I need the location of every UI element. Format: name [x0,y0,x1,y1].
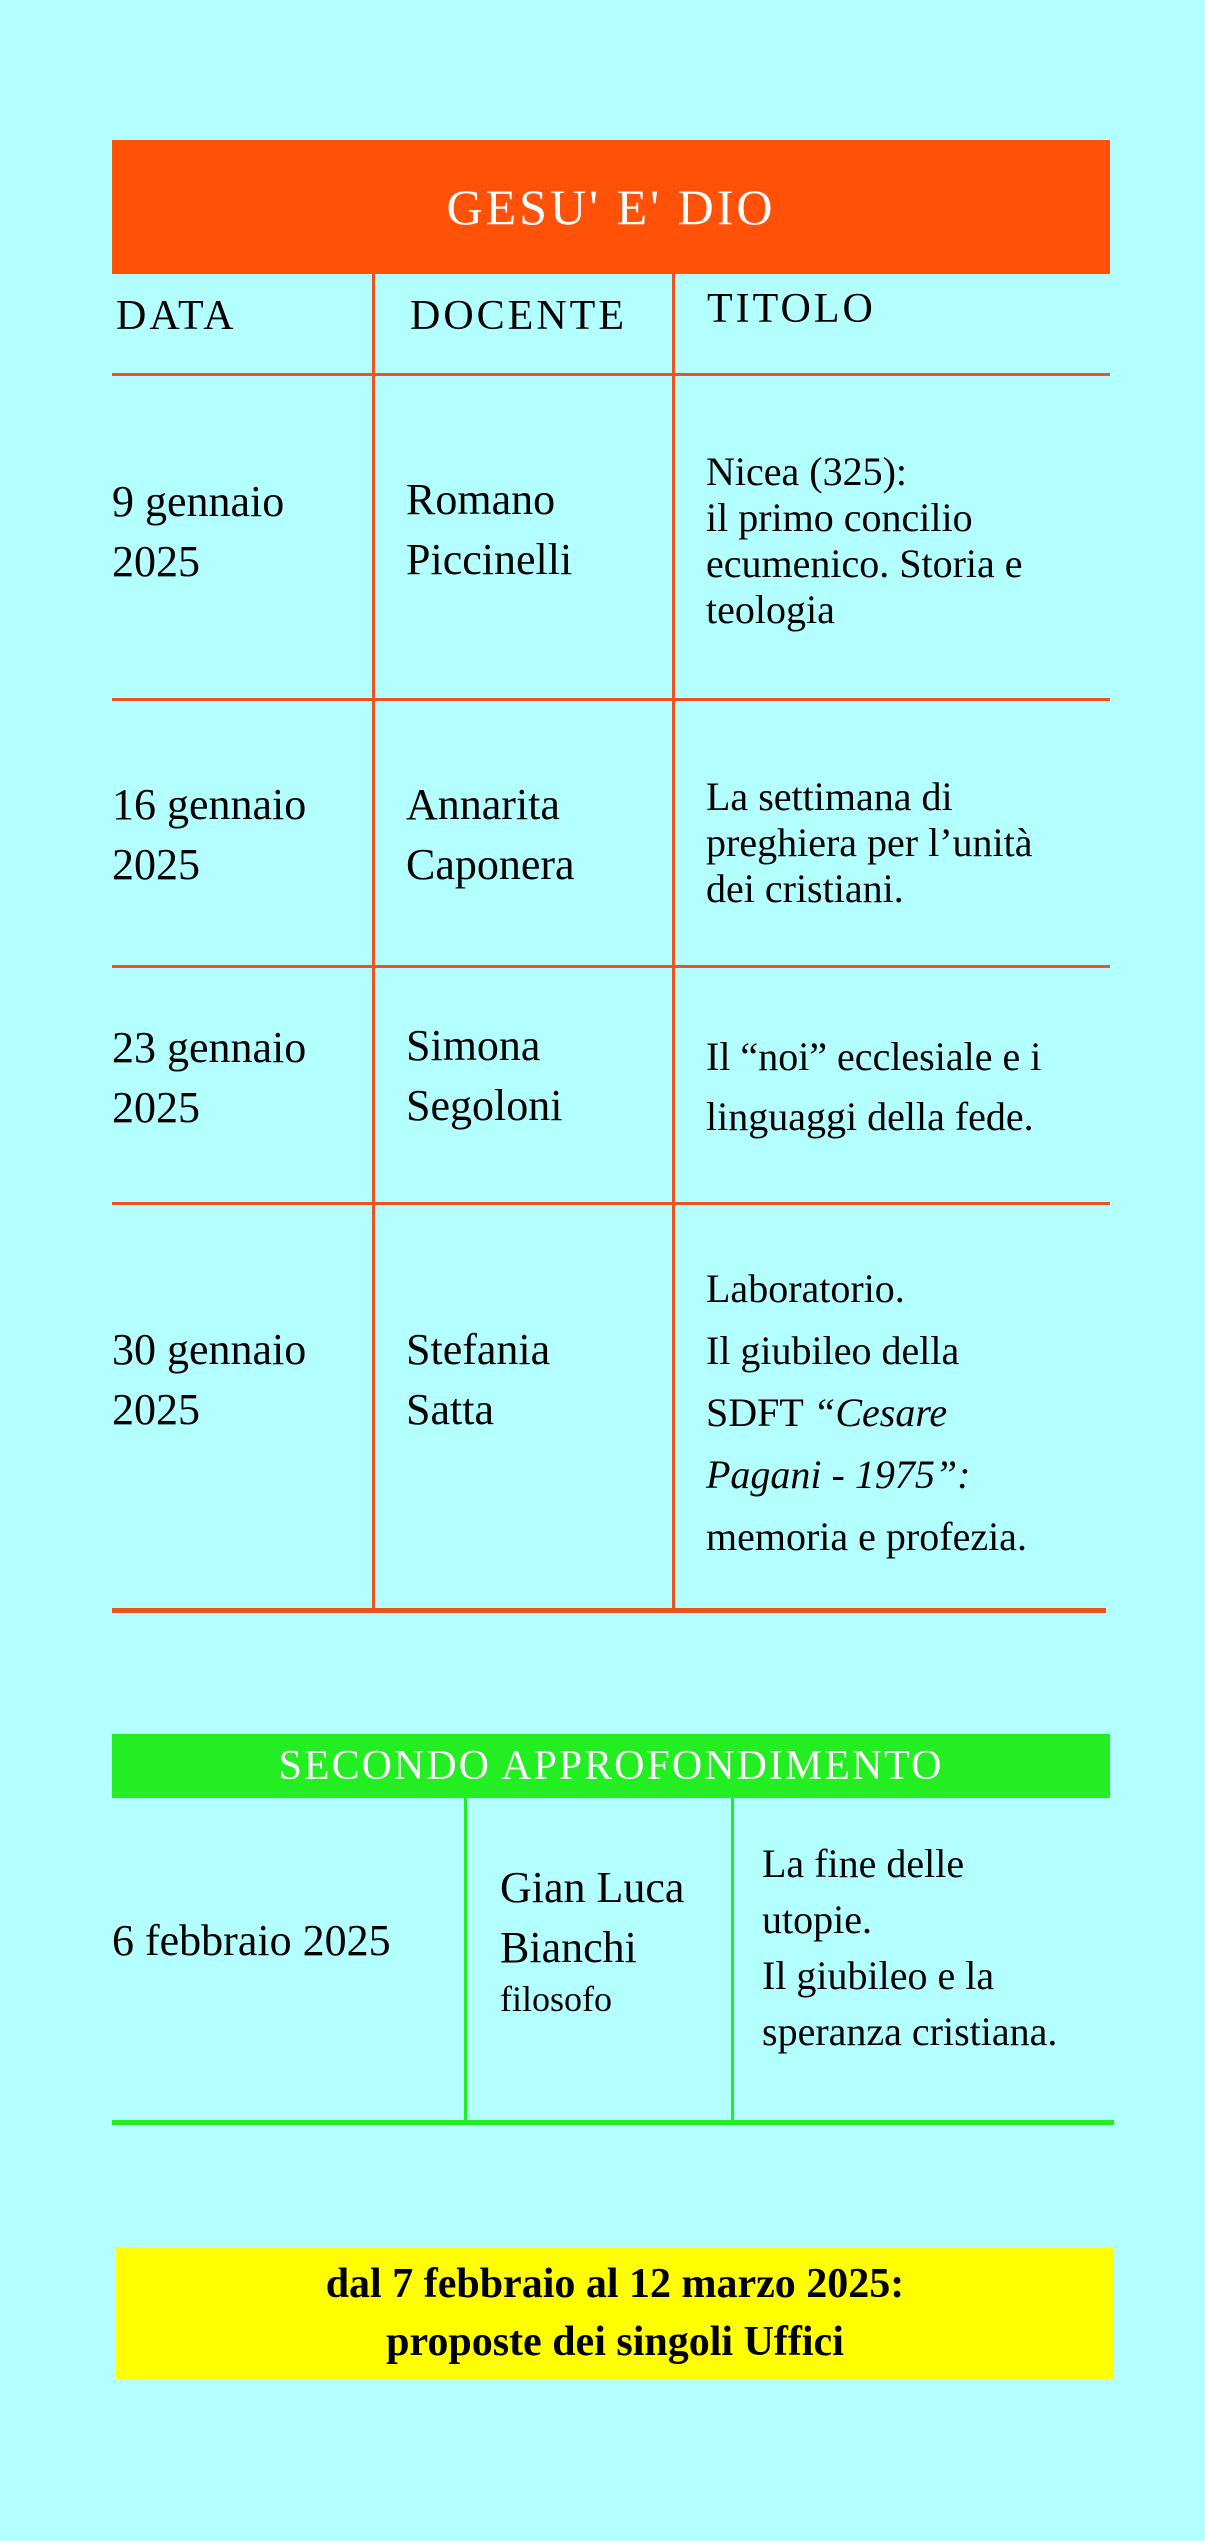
footer-line-1: dal 7 febbraio al 12 marzo 2025: [325,2261,905,2307]
section2-banner-text: SECONDO APPROFONDIMENTO [278,1743,944,1789]
row-divider [112,373,1110,376]
footer-line-2: proposte dei singoli Uffici [386,2319,844,2365]
section2-role: filosofo [500,1979,612,2019]
column-divider [672,274,675,1610]
row3-date: 23 gennaio 2025 [112,1023,307,1132]
column-divider [731,1798,734,2122]
section1-banner [112,140,1110,274]
row1-date: 9 gennaio 2025 [112,477,285,586]
column-divider [372,274,375,1610]
table-bottom-rule [112,1608,1106,1613]
section2-banner [112,1734,1110,1798]
row2-teacher: Annarita Caponera [406,780,575,889]
section2-date: 6 febbraio 2025 [112,1916,391,1965]
row4-title: Laboratorio. Il giubileo della SDFT “Cesare Pagani - 1975”: memoria e profezia. [706,1266,1027,1559]
section2-bottom-rule [112,2120,1114,2125]
row1-teacher: Romano Piccinelli [406,475,573,584]
column-divider [464,1798,467,2122]
header-title: TITOLO [707,286,876,332]
row3-title: Il “noi” ecclesiale e i linguaggi della fede. [706,1034,1042,1139]
row2-date: 16 gennaio 2025 [112,780,307,889]
row2-title: La settimana di preghiera per l’unità dei cristiani. [706,774,1033,911]
section1-banner-text: GESU' E' DIO [446,179,776,235]
row-divider [112,698,1110,701]
row-divider [112,1202,1110,1205]
row1-title: Nicea (325): il primo concilio ecumenico. Storia e teologia [706,449,1023,632]
row4-teacher: Stefania Satta [406,1325,551,1434]
row3-teacher: Simona Segoloni [406,1021,563,1130]
footer-banner [116,2247,1114,2379]
section2-title: La fine delle utopie. Il giubileo e la speranza cristiana. [762,1841,1058,2054]
row-divider [112,965,1110,968]
header-teacher: DOCENTE [410,293,627,339]
section2-teacher: Gian Luca Bianchi filosofo [500,1863,685,2019]
header-date: DATA [116,293,237,339]
row4-date: 30 gennaio 2025 [112,1325,307,1434]
